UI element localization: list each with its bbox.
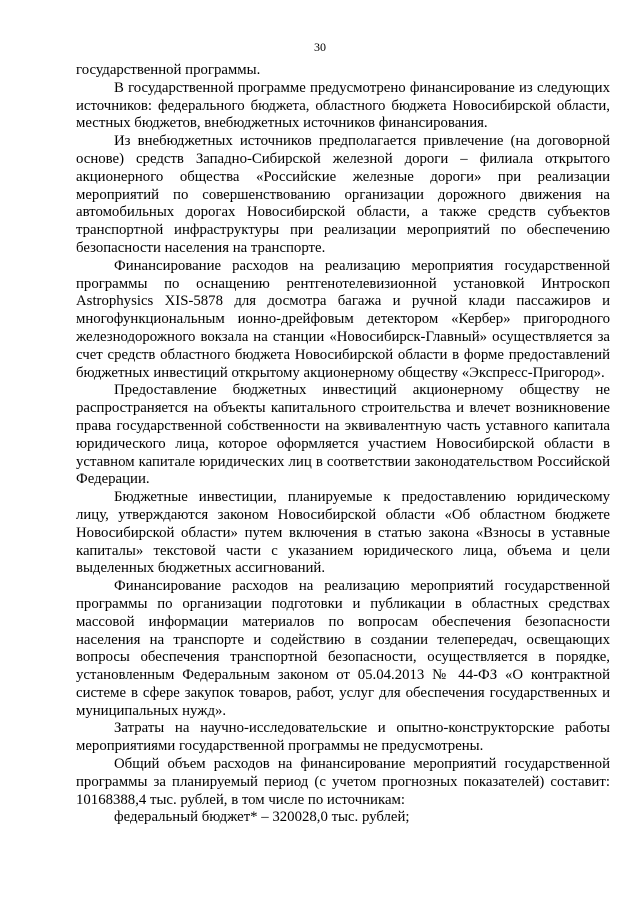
document-body (76, 62, 610, 827)
paragraph-total-expenditure: Общий объем расходов на финансирование мероприятий государственной программы за планируемый период (с учетом прогнозных показателей) составит: 10168388,4 тыс. рублей, в том числе по источникам: (76, 756, 610, 808)
paragraph-extrabudgetary-sources: Из внебюджетных источников предполагается привлечение (на договорной основе) средств Западно-Сибирской железной дороги – филиала открытого акционерного общества «Российские железные дороги» при реализации мероприятий по совершенствованию организации дорожного движения на автомобильных дорогах Новосибирской области, а также средств субъектов транспортной инфраструктуры при реализации мероприятий по обеспечению безопасности населения на транспорте. (76, 133, 610, 256)
paragraph-research-costs: Затраты на научно-исследовательские и опытно-конструкторские работы мероприятиями государственной программы не предусмотрены. (76, 720, 610, 755)
page-number: 30 (314, 40, 326, 54)
paragraph-continuation: государственной программы. (76, 62, 261, 78)
paragraph-budget-investments: Предоставление бюджетных инвестиций акционерному обществу не распространяется на объекты капитального строительства и влечет возникновение права государственной собственности на эквивалентную часть уставного капитала юридического лица, которое оформляется участием Новосибирской области в уставном капитале юридических лиц в соответствии законодательством Российской Федерации. (76, 382, 610, 488)
paragraph-introscope-funding: Финансирование расходов на реализацию мероприятия государственной программы по оснащению рентгенотелевизионной установкой Интроскоп Astrophysics XIS-5878 для досмотра багажа и ручной клади пассажиров и многофункциональным ионно-дрейфовым детектором «Кербер» пригородного железнодорожного вокзала на станции «Новосибирск-Главный» осуществляется за счет средств областного бюджета Новосибирской области в форме предоставлений бюджетных инвестиций открытому акционерному обществу «Экспресс-Пригород». (76, 257, 610, 381)
paragraph-federal-budget: федеральный бюджет* – 320028,0 тыс. рублей; (114, 809, 410, 826)
paragraph-funding-sources: В государственной программе предусмотрено финансирование из следующих источников: федерального бюджета, областного бюджета Новосибирской области, местных бюджетов, внебюджетных источников финансирования. (76, 79, 610, 132)
paragraph-media-funding: Финансирование расходов на реализацию мероприятий государственной программы по организации подготовки и публикации в областных средствах массовой информации материалов по вопросам обеспечения безопасности населения на транспорте и содействию в создании телепередач, освещающих вопросы обеспечения транспортной безопасности, осуществляется в порядке, установленным Федеральным законом от 05.04.2013 № 44-ФЗ «О контрактной системе в сфере закупок товаров, работ, услуг для обеспечения государственных и муниципальных нужд». (76, 578, 610, 719)
paragraph-investment-approval: Бюджетные инвестиции, планируемые к предоставлению юридическому лицу, утверждаются законом Новосибирской области «Об областном бюджете Новосибирской области» путем включения в статью закона «Взносы в уставные капиталы» текстовой части с указанием юридического лица, объема и цели выделенных бюджетных ассигнований. (76, 489, 610, 577)
